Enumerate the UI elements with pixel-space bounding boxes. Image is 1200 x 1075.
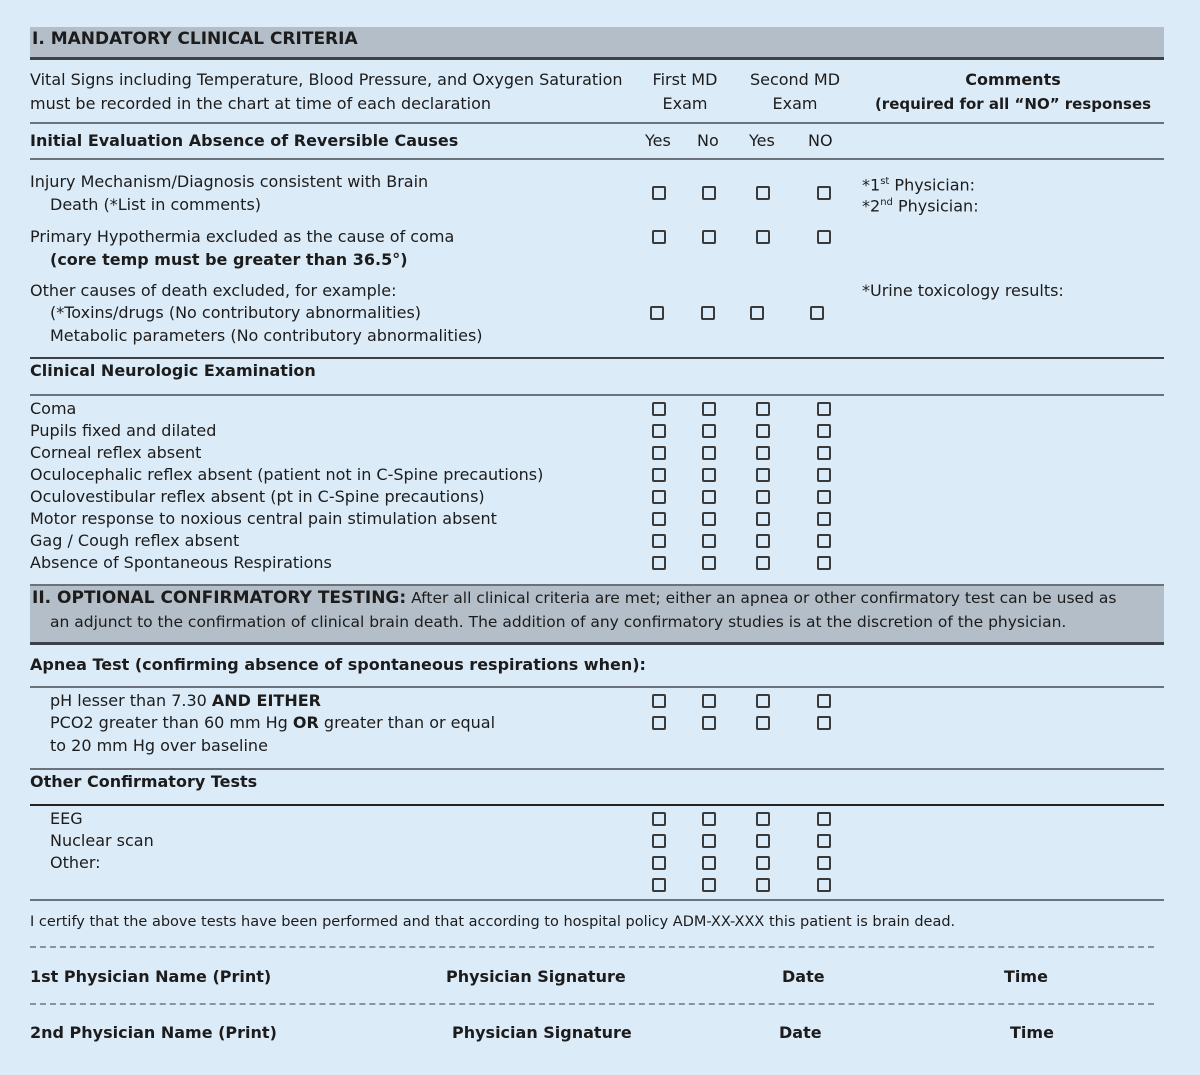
- first-physician-date-label: Date: [782, 967, 825, 986]
- divider: [30, 357, 1164, 359]
- neuro-heading: Clinical Neurologic Examination: [30, 361, 316, 380]
- neuro-item-4-first-md-yes-checkbox[interactable]: [652, 490, 666, 504]
- neuro-item-0-second-md-no-checkbox[interactable]: [817, 402, 831, 416]
- apnea-pco2-second-md-no-checkbox[interactable]: [817, 716, 831, 730]
- other-test-3-first-md-yes-checkbox[interactable]: [652, 878, 666, 892]
- neuro-item-5-second-md-no-checkbox[interactable]: [817, 512, 831, 526]
- injury-mechanism-first-md-no-checkbox[interactable]: [702, 186, 716, 200]
- neuro-item-label: Coma: [30, 399, 77, 418]
- injury-mechanism-second-md-no-checkbox[interactable]: [817, 186, 831, 200]
- primary-hypothermia-second-md-yes-checkbox[interactable]: [756, 230, 770, 244]
- section1-title: I. MANDATORY CLINICAL CRITERIA: [32, 29, 358, 49]
- initial-eval-heading: Initial Evaluation Absence of Reversible Causes: [30, 131, 459, 150]
- neuro-item-7-first-md-no-checkbox[interactable]: [702, 556, 716, 570]
- criterion-other-line2: (*Toxins/drugs (No contributory abnormalities): [50, 303, 422, 322]
- other-test-2-second-md-yes-checkbox[interactable]: [756, 856, 770, 870]
- criterion-injury-line1: Injury Mechanism/Diagnosis consistent with Brain: [30, 172, 429, 191]
- apnea-pco2-second-md-yes-checkbox[interactable]: [756, 716, 770, 730]
- apnea-ph-second-md-no-checkbox[interactable]: [817, 694, 831, 708]
- yes-label-2: Yes: [749, 131, 775, 150]
- section2-title: II. OPTIONAL CONFIRMATORY TESTING:: [32, 588, 407, 608]
- divider: [30, 394, 1164, 396]
- neuro-item-4-first-md-no-checkbox[interactable]: [702, 490, 716, 504]
- apnea-line2: PCO2 greater than 60 mm Hg OR greater than or equal: [50, 713, 496, 732]
- neuro-item-label: Oculocephalic reflex absent (patient not in C-Spine precautions): [30, 465, 544, 484]
- neuro-item-7-second-md-no-checkbox[interactable]: [817, 556, 831, 570]
- neuro-item-2-second-md-yes-checkbox[interactable]: [756, 446, 770, 460]
- neuro-item-6-first-md-yes-checkbox[interactable]: [652, 534, 666, 548]
- neuro-item-2-second-md-no-checkbox[interactable]: [817, 446, 831, 460]
- neuro-item-1-second-md-yes-checkbox[interactable]: [756, 424, 770, 438]
- neuro-item-3-second-md-yes-checkbox[interactable]: [756, 468, 770, 482]
- first-physician-name-label: 1st Physician Name (Print): [30, 967, 272, 986]
- no-label-1: No: [697, 131, 719, 150]
- primary-hypothermia-second-md-no-checkbox[interactable]: [817, 230, 831, 244]
- divider: [30, 804, 1164, 806]
- other-test-1-second-md-yes-checkbox[interactable]: [756, 834, 770, 848]
- other-test-3-second-md-no-checkbox[interactable]: [817, 878, 831, 892]
- other-causes-second-md-no-checkbox[interactable]: [810, 306, 824, 320]
- neuro-item-1-first-md-no-checkbox[interactable]: [702, 424, 716, 438]
- section2-desc-line2: an adjunct to the confirmation of clinical brain death. The addition of any confirmatory studies is at the discretion of the physician.: [50, 613, 1067, 631]
- neuro-item-4-second-md-yes-checkbox[interactable]: [756, 490, 770, 504]
- second-md-header-line2: Exam: [772, 94, 818, 113]
- other-test-1-first-md-no-checkbox[interactable]: [702, 834, 716, 848]
- neuro-item-6-second-md-no-checkbox[interactable]: [817, 534, 831, 548]
- yes-label-1: Yes: [645, 131, 671, 150]
- second-physician-signature-label: Physician Signature: [452, 1023, 632, 1042]
- comment-first-physician: *1st Physician:: [862, 175, 976, 195]
- apnea-pco2-first-md-no-checkbox[interactable]: [702, 716, 716, 730]
- comment-second-physician: *2nd Physician:: [862, 196, 979, 216]
- comment-urine-toxicology: *Urine toxicology results:: [862, 281, 1064, 300]
- neuro-item-label: Gag / Cough reflex absent: [30, 531, 240, 550]
- second-physician-time-label: Time: [1010, 1023, 1054, 1042]
- vitals-note-line2: must be recorded in the chart at time of each declaration: [30, 94, 492, 113]
- divider: [30, 686, 1164, 688]
- apnea-ph-second-md-yes-checkbox[interactable]: [756, 694, 770, 708]
- other-causes-first-md-yes-checkbox[interactable]: [650, 306, 664, 320]
- neuro-item-label: Absence of Spontaneous Respirations: [30, 553, 332, 572]
- first-md-header-line2: Exam: [662, 94, 708, 113]
- neuro-item-5-first-md-yes-checkbox[interactable]: [652, 512, 666, 526]
- neuro-item-0-first-md-yes-checkbox[interactable]: [652, 402, 666, 416]
- apnea-line3: to 20 mm Hg over baseline: [50, 736, 268, 755]
- divider: [30, 158, 1164, 160]
- criterion-injury-line2: Death (*List in comments): [50, 195, 262, 214]
- divider: [30, 768, 1164, 770]
- divider: [30, 899, 1164, 901]
- other-test-0-second-md-no-checkbox[interactable]: [817, 812, 831, 826]
- other-causes-second-md-yes-checkbox[interactable]: [750, 306, 764, 320]
- neuro-item-3-second-md-no-checkbox[interactable]: [817, 468, 831, 482]
- apnea-line1: pH lesser than 7.30 AND EITHER: [50, 691, 321, 710]
- neuro-item-2-first-md-no-checkbox[interactable]: [702, 446, 716, 460]
- other-test-1-second-md-no-checkbox[interactable]: [817, 834, 831, 848]
- other-test-3-second-md-yes-checkbox[interactable]: [756, 878, 770, 892]
- criterion-other-line3: Metabolic parameters (No contributory abnormalities): [50, 326, 483, 345]
- apnea-ph-first-md-yes-checkbox[interactable]: [652, 694, 666, 708]
- criterion-other-line1: Other causes of death excluded, for example:: [30, 281, 397, 300]
- neuro-item-label: Oculovestibular reflex absent (pt in C-Spine precautions): [30, 487, 485, 506]
- neuro-item-2-first-md-yes-checkbox[interactable]: [652, 446, 666, 460]
- section2-desc-line1: II. OPTIONAL CONFIRMATORY TESTING: After all clinical criteria are met; either an apnea or other confirmatory test can be used as: [32, 588, 1117, 608]
- neuro-item-6-second-md-yes-checkbox[interactable]: [756, 534, 770, 548]
- neuro-item-3-first-md-no-checkbox[interactable]: [702, 468, 716, 482]
- second-md-header-line1: Second MD: [749, 70, 841, 89]
- other-test-1-first-md-yes-checkbox[interactable]: [652, 834, 666, 848]
- comments-header-line1: Comments: [965, 70, 1061, 89]
- neuro-item-3-first-md-yes-checkbox[interactable]: [652, 468, 666, 482]
- vitals-note-line1: Vital Signs including Temperature, Blood Pressure, and Oxygen Saturation: [30, 70, 623, 89]
- neuro-item-7-first-md-yes-checkbox[interactable]: [652, 556, 666, 570]
- neuro-item-5-first-md-no-checkbox[interactable]: [702, 512, 716, 526]
- signature-line: [30, 946, 1154, 948]
- neuro-item-5-second-md-yes-checkbox[interactable]: [756, 512, 770, 526]
- primary-hypothermia-first-md-no-checkbox[interactable]: [702, 230, 716, 244]
- signature-line: [30, 1003, 1154, 1005]
- criterion-hypothermia-line2: (core temp must be greater than 36.5°): [50, 250, 408, 269]
- apnea-pco2-first-md-yes-checkbox[interactable]: [652, 716, 666, 730]
- divider: [30, 122, 1164, 124]
- divider: [30, 57, 1164, 60]
- injury-mechanism-second-md-yes-checkbox[interactable]: [756, 186, 770, 200]
- second-physician-date-label: Date: [779, 1023, 822, 1042]
- other-test-2-first-md-no-checkbox[interactable]: [702, 856, 716, 870]
- first-md-header-line1: First MD: [652, 70, 718, 89]
- other-test-label: EEG: [50, 809, 83, 828]
- second-physician-name-label: 2nd Physician Name (Print): [30, 1023, 277, 1042]
- other-tests-heading: Other Confirmatory Tests: [30, 772, 258, 791]
- neuro-item-6-first-md-no-checkbox[interactable]: [702, 534, 716, 548]
- neuro-item-label: Motor response to noxious central pain stimulation absent: [30, 509, 497, 528]
- divider: [30, 642, 1164, 645]
- first-physician-time-label: Time: [1004, 967, 1048, 986]
- neuro-item-label: Corneal reflex absent: [30, 443, 202, 462]
- neuro-item-1-first-md-yes-checkbox[interactable]: [652, 424, 666, 438]
- other-test-2-second-md-no-checkbox[interactable]: [817, 856, 831, 870]
- other-test-3-first-md-no-checkbox[interactable]: [702, 878, 716, 892]
- other-test-label: Nuclear scan: [50, 831, 154, 850]
- certification-statement: I certify that the above tests have been performed and that according to hospital policy ADM-XX-XXX this patient is brain dead.: [30, 914, 956, 930]
- criterion-hypothermia-line1: Primary Hypothermia excluded as the cause of coma: [30, 227, 455, 246]
- other-causes-first-md-no-checkbox[interactable]: [701, 306, 715, 320]
- injury-mechanism-first-md-yes-checkbox[interactable]: [652, 186, 666, 200]
- other-test-2-first-md-yes-checkbox[interactable]: [652, 856, 666, 870]
- other-test-0-first-md-yes-checkbox[interactable]: [652, 812, 666, 826]
- neuro-item-0-second-md-yes-checkbox[interactable]: [756, 402, 770, 416]
- neuro-item-4-second-md-no-checkbox[interactable]: [817, 490, 831, 504]
- neuro-item-1-second-md-no-checkbox[interactable]: [817, 424, 831, 438]
- apnea-heading: Apnea Test (confirming absence of spontaneous respirations when):: [30, 655, 646, 674]
- comments-header-line2: (required for all “NO” responses: [874, 95, 1152, 113]
- other-test-label: Other:: [50, 853, 101, 872]
- first-physician-signature-label: Physician Signature: [446, 967, 626, 986]
- neuro-item-label: Pupils fixed and dilated: [30, 421, 217, 440]
- no-label-2: NO: [808, 131, 833, 150]
- neuro-item-7-second-md-yes-checkbox[interactable]: [756, 556, 770, 570]
- primary-hypothermia-first-md-yes-checkbox[interactable]: [652, 230, 666, 244]
- neuro-item-0-first-md-no-checkbox[interactable]: [702, 402, 716, 416]
- other-test-0-second-md-yes-checkbox[interactable]: [756, 812, 770, 826]
- other-test-0-first-md-no-checkbox[interactable]: [702, 812, 716, 826]
- apnea-ph-first-md-no-checkbox[interactable]: [702, 694, 716, 708]
